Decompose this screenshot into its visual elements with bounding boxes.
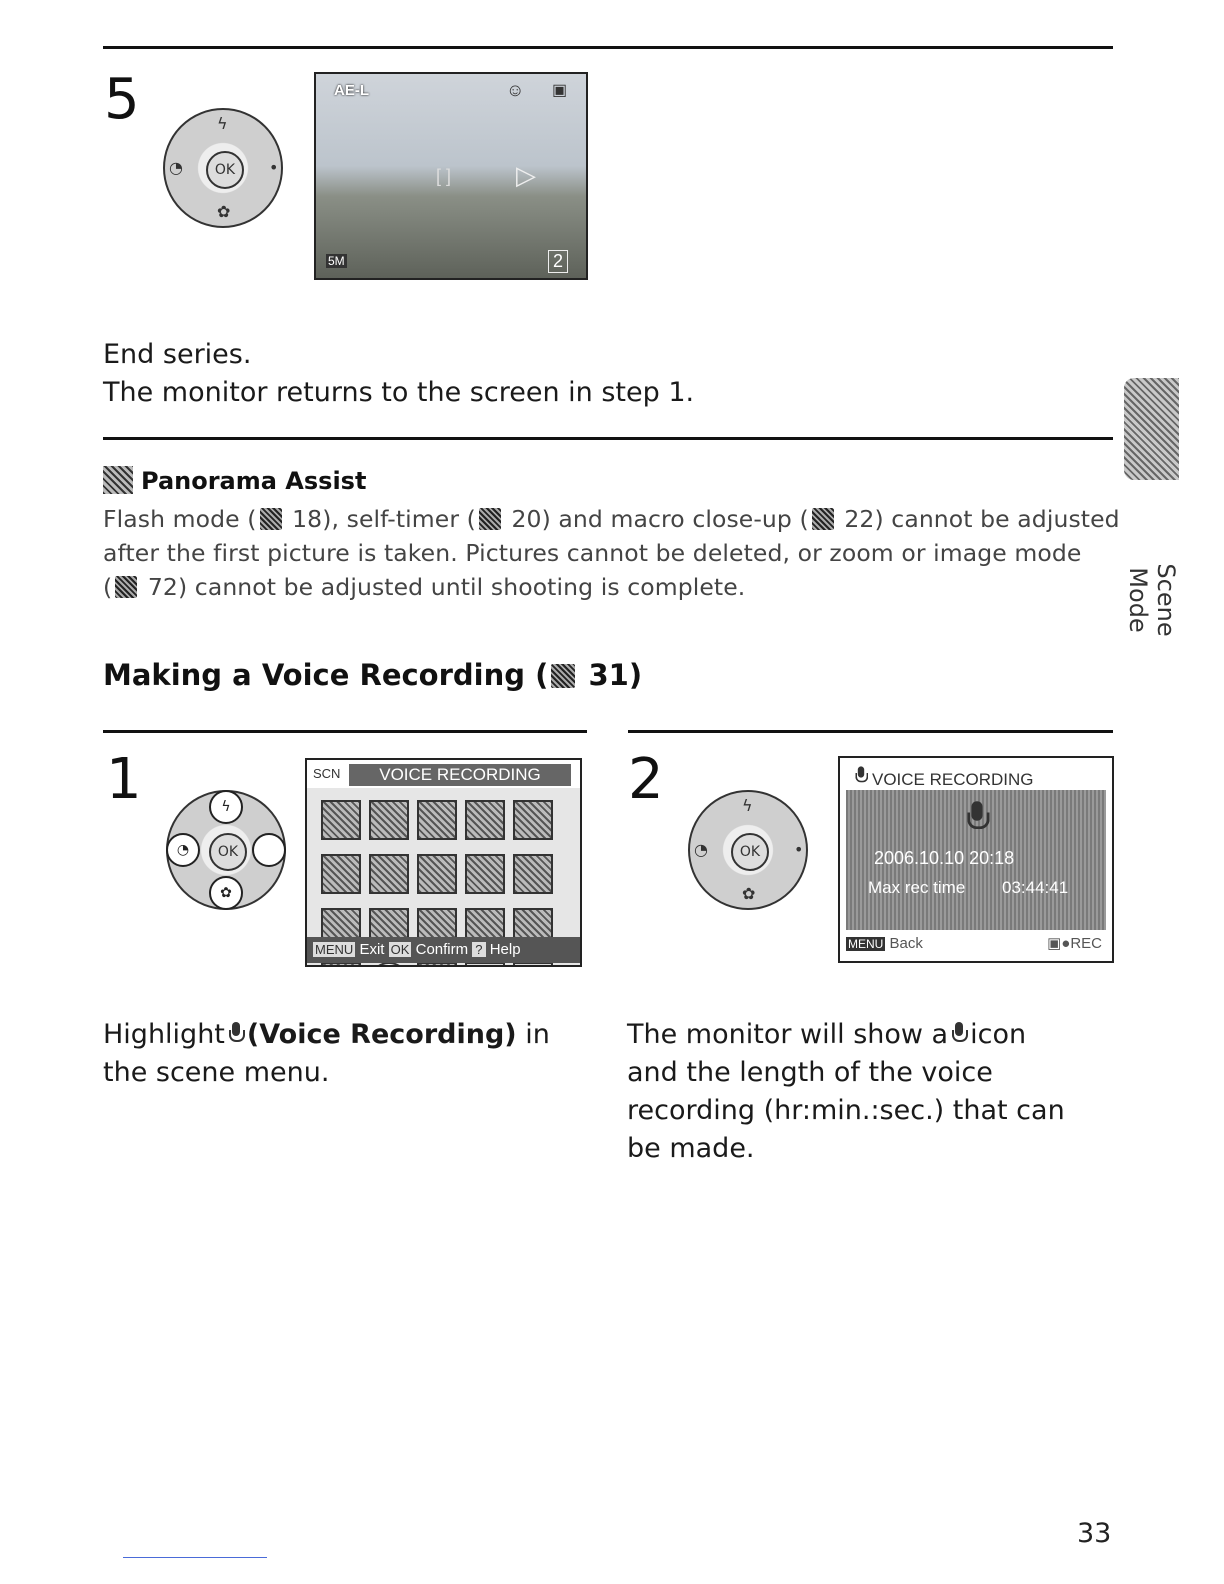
page-number: 33 xyxy=(1077,1518,1112,1549)
note-line-2: after the first picture is taken. Pictures cannot be deleted, or zoom or image mode xyxy=(103,539,1082,567)
note-line-3a: ( xyxy=(103,573,113,601)
step2-caption-line-2: and the length of the voice xyxy=(627,1057,993,1088)
recording-date: 2006.10.10 20:18 xyxy=(874,848,1015,868)
ae-lock-indicator: AE-L xyxy=(334,82,369,99)
close-up-scene-icon xyxy=(513,854,553,894)
dusk-dawn-scene-icon xyxy=(417,854,457,894)
page-ref-icon xyxy=(551,664,575,688)
step5-caption-body: The monitor returns to the screen in step 1. xyxy=(103,377,695,408)
page-ref-icon xyxy=(260,508,282,530)
step-number-5: 5 xyxy=(104,67,140,132)
voice-recording-title: VOICE RECORDING xyxy=(872,770,1034,789)
flash-icon: ϟ xyxy=(742,796,753,815)
page-ref-icon xyxy=(115,576,137,598)
max-rec-time-label: Max rec time xyxy=(868,878,966,897)
voice-recording-header xyxy=(850,764,1034,790)
exit-label: Exit xyxy=(359,941,385,958)
self-timer-icon: ◔ xyxy=(694,840,708,859)
multi-selector xyxy=(688,790,808,910)
menu-key: MENU xyxy=(315,942,354,957)
portrait-scene-icon xyxy=(321,800,361,840)
rec-label: REC xyxy=(1070,935,1102,952)
back-label: Back xyxy=(889,935,923,952)
flash-icon: ϟ xyxy=(209,790,243,824)
sunset-scene-icon xyxy=(369,854,409,894)
note-line-3b: 72) cannot be adjusted until shooting is complete. xyxy=(140,573,746,601)
note-title xyxy=(103,466,366,495)
right-dot-icon: • xyxy=(794,840,804,859)
section-heading-b: 31) xyxy=(578,658,643,692)
step1-rule xyxy=(103,730,587,733)
voice-recording-panel xyxy=(846,790,1106,930)
flash-icon: ϟ xyxy=(217,114,228,133)
help-label: Help xyxy=(489,941,521,958)
step2-caption-line-4: be made. xyxy=(627,1133,755,1164)
top-rule xyxy=(103,46,1113,49)
microphone-icon xyxy=(229,1022,243,1046)
note-title-text: Panorama Assist xyxy=(141,467,367,495)
pan-direction-arrow-icon: ▷ xyxy=(516,160,536,190)
scene-menu-header xyxy=(307,760,580,788)
vr-icon: ☺ xyxy=(506,80,525,100)
memory-icon: ▣ xyxy=(552,82,568,99)
step2-rule xyxy=(628,730,1113,733)
section-heading xyxy=(103,658,642,692)
chapter-tab xyxy=(1124,378,1179,480)
shutter-button-icon: ▣● xyxy=(1047,935,1071,952)
party-scene-icon xyxy=(369,800,409,840)
step5-caption-title: End series. xyxy=(103,339,252,370)
ok-button-icon: OK xyxy=(209,833,247,871)
menu-key: MENU xyxy=(848,937,884,951)
scene-menu-title: VOICE RECORDING xyxy=(349,764,571,786)
sports-scene-icon xyxy=(465,800,505,840)
focus-brackets-icon: [ ] xyxy=(436,166,452,186)
scene-menu-footer xyxy=(307,937,580,963)
multi-selector xyxy=(166,790,286,910)
night-landscape-scene-icon xyxy=(465,854,505,894)
confirm-label: Confirm xyxy=(415,941,469,958)
scene-menu-screen xyxy=(305,758,582,967)
step2-caption-1b: icon xyxy=(970,1019,1027,1050)
step1-caption-bold: (Voice Recording) xyxy=(246,1019,517,1050)
self-timer-icon: ◔ xyxy=(169,158,183,177)
microphone-icon xyxy=(952,1022,966,1046)
page-ref-icon xyxy=(479,508,501,530)
step1-caption-line-1 xyxy=(103,1016,550,1054)
step-number-2: 2 xyxy=(628,747,664,812)
ok-button-icon: OK xyxy=(206,151,244,189)
step1-caption-b: in xyxy=(516,1019,550,1050)
max-rec-time-value: 03:44:41 xyxy=(1002,878,1069,897)
pencil-note-icon xyxy=(103,466,133,494)
note-line-1 xyxy=(103,502,1120,536)
note-line-1d: 22) cannot be adjusted xyxy=(836,505,1120,533)
scn-label: SCN xyxy=(313,766,341,781)
voice-recording-footer xyxy=(846,932,1106,956)
note-rule xyxy=(103,437,1113,440)
macro-icon: ✿ xyxy=(742,884,756,903)
beach-snow-scene-icon xyxy=(321,854,361,894)
night-portrait-scene-icon xyxy=(513,800,553,840)
note-line-3 xyxy=(103,570,745,604)
step5-monitor xyxy=(314,72,588,280)
image-mode-indicator: 5M xyxy=(328,254,345,268)
step1-caption-a: Highlight xyxy=(103,1019,225,1050)
macro-icon: ✿ xyxy=(209,876,243,910)
page-ref-icon xyxy=(812,508,834,530)
section-heading-a: Making a Voice Recording ( xyxy=(103,658,549,692)
multi-selector xyxy=(163,108,283,228)
microphone-icon xyxy=(855,766,866,785)
note-line-1a: Flash mode ( xyxy=(103,505,257,533)
ok-button-icon: OK xyxy=(731,833,769,871)
footer-line xyxy=(123,1557,267,1558)
self-timer-icon: ◔ xyxy=(166,833,200,867)
step2-caption-line-3: recording (hr:min.:sec.) that can xyxy=(627,1095,1065,1126)
landscape-scene-icon xyxy=(417,800,457,840)
ok-key: OK xyxy=(390,942,410,957)
step-number-1: 1 xyxy=(106,747,142,812)
microphone-icon xyxy=(967,801,987,835)
chapter-label: Scene Mode xyxy=(1124,563,1180,637)
note-line-1b: 18), self-timer ( xyxy=(284,505,476,533)
note-line-1c: 20) and macro close-up ( xyxy=(503,505,809,533)
step1-caption-line-2: the scene menu. xyxy=(103,1057,330,1088)
right-arrow-icon xyxy=(252,833,286,867)
step2-caption-line-1 xyxy=(627,1016,1026,1054)
right-dot-icon: • xyxy=(269,158,279,177)
rec-control xyxy=(1047,932,1102,956)
voice-recording-screen xyxy=(838,756,1114,963)
step2-caption-1a: The monitor will show a xyxy=(627,1019,949,1050)
help-key: ? xyxy=(472,942,485,957)
exposure-count: 2 xyxy=(548,250,568,273)
macro-icon: ✿ xyxy=(217,202,231,221)
